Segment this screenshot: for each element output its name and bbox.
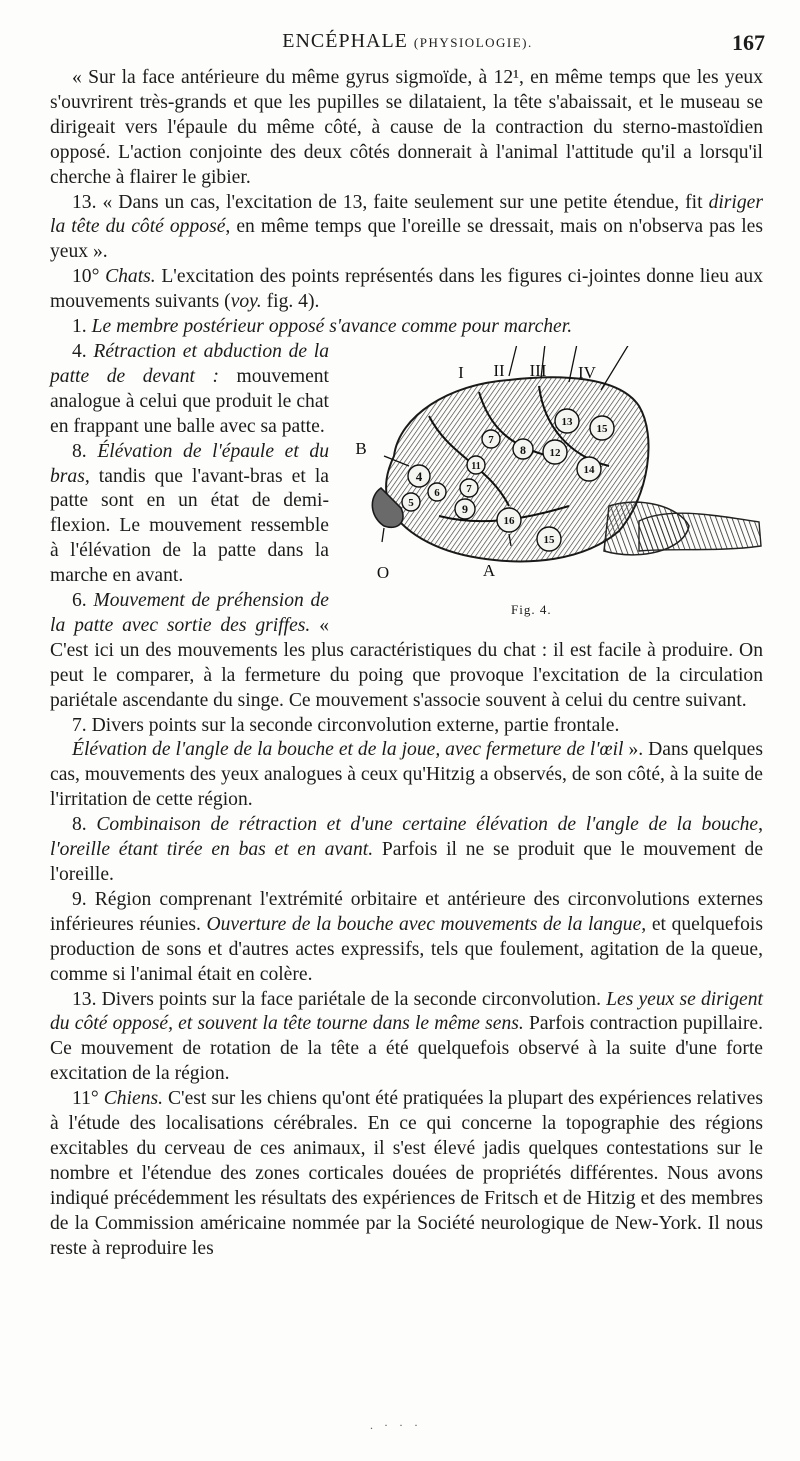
roman-label: III bbox=[529, 360, 547, 380]
brain-label: 9 bbox=[462, 501, 468, 516]
roman-label: II bbox=[493, 360, 505, 380]
running-title-sub: (PHYSIOLOGIE). bbox=[413, 35, 533, 50]
body-text bbox=[50, 66, 763, 1262]
letter-label: O bbox=[376, 562, 390, 582]
brain-figure bbox=[339, 346, 767, 624]
paragraph: Élévation de l'angle de la bouche et de la joue, avec fermeture de l'œil ». Dans quelques cas, mouvements des yeux analogues à ceux qu'Hitzig a observés, de son côté, à la suite de l'irritation de cette région. bbox=[50, 739, 763, 811]
brain-label: 16 bbox=[503, 514, 515, 527]
paragraph: 9. Région comprenant l'extrémité orbitaire et antérieure des circonvolutions externes inférieures réunies. Ouverture de la bouche avec mouvements de la langue, et quelquefois production de sons et d'autres actes expressifs, tels que foulement, agitation de la queue, comme si l'animal était en colère. bbox=[50, 888, 763, 985]
brain-label: 15 bbox=[596, 422, 608, 435]
bottom-marks: . · · · bbox=[370, 1418, 422, 1432]
brain-label: 8 bbox=[520, 442, 526, 457]
paragraph: 4. Rétraction et abduction de la patte de devant : mouvement analogue à celui que produit le chat en frappant une balle avec sa patte. bbox=[50, 340, 330, 437]
cat-brain-illustration bbox=[339, 346, 767, 596]
brain-label: 7 bbox=[488, 433, 494, 446]
brain-label: 13 bbox=[561, 415, 573, 428]
brain-label: 6 bbox=[434, 486, 440, 499]
brain-label: 14 bbox=[583, 463, 595, 476]
brain-label: 5 bbox=[408, 496, 414, 509]
paragraph: 1. Le membre postérieur opposé s'avance comme pour marcher. bbox=[72, 316, 573, 338]
roman-label: I bbox=[458, 362, 464, 382]
paragraph: 13. « Dans un cas, l'excitation de 13, faite seulement sur une petite étendue, fit diriger la tête du côté opposé, en même temps que l'oreille se dressait, mais on n'observa pas les yeux ». bbox=[50, 191, 764, 263]
paragraph: 7. Divers points sur la seconde circonvolution externe, partie frontale. bbox=[72, 714, 620, 736]
brain-label: 7 bbox=[466, 482, 472, 495]
letter-label: A bbox=[482, 560, 496, 580]
brain-label: 11 bbox=[471, 460, 481, 472]
brain-label: 4 bbox=[415, 468, 423, 484]
letter-label: B bbox=[355, 438, 367, 458]
brain-label: 15 bbox=[543, 533, 555, 546]
paragraph: 8. Élévation de l'épaule et du bras, tandis que l'avant-bras et la patte sont en un état de demi-flexion. Le mouvement ressemble à l'élévation de la patte dans la marche en avant. bbox=[50, 440, 329, 587]
page-number: 167 bbox=[732, 30, 765, 55]
figure-caption: Fig. 4. bbox=[511, 601, 552, 617]
paragraph: 10° Chats. L'excitation des points représentés dans les figures ci-jointes donne lieu aux mouvements suivants (voy. fig. 4). bbox=[50, 266, 764, 313]
brain-label: 12 bbox=[549, 446, 561, 459]
running-header bbox=[50, 30, 765, 56]
paragraph: 8. Combinaison de rétraction et d'une certaine élévation de l'angle de la bouche, l'oreille étant tirée en bas et en avant. Parfois il ne se produit que le mouvement de l'oreille. bbox=[50, 814, 764, 885]
paragraph: 6. Mouvement de préhension de la patte avec sortie des griffes. « C'est ici un des mouvements les plus caractéristiques du chat : il est facile à produire. On peut le comparer, à la fermeture du poing que provoque l'excitation de la circulation pariétale ascendante du singe. Ce mouvement s'associe souvent à celui du centre suivant. bbox=[50, 590, 763, 711]
paragraph: 13. Divers points sur la face pariétale de la seconde circonvolution. Les yeux se dirigent du côté opposé, et souvent la tête tourne dans le même sens. Parfois contraction pupillaire. Ce mouvement de rotation de la tête a été quelquefois observé à la suite d'une forte excitation de la région. bbox=[50, 988, 763, 1085]
paragraph: 11° Chiens. C'est sur les chiens qu'ont été pratiquées la plupart des expériences relatives à l'étude des localisations cérébrales. En ce qui concerne la topographie des régions excitables du cerveau de ces animaux, il s'est élevé jadis quelques contestations sur le nombre et l'étendue des zones corticales douées de propriétés différentes. Nous avons indiqué précédemment les résultats des expériences de Fritsch et de Hitzig et des membres de la Commission américaine nommée par la Société neurologique de New-York. Il nous reste à reproduire les bbox=[50, 1088, 763, 1259]
running-title bbox=[50, 30, 765, 53]
running-title-main: ENCÉPHALE bbox=[282, 30, 408, 52]
roman-label: IV bbox=[578, 362, 596, 382]
paragraph: « Sur la face antérieure du même gyrus sigmoïde, à 12¹, en même temps que les yeux s'ouvrirent très-grands et que les pupilles se dilataient, la tête s'abaissait, et le museau se dirigeait vers l'épaule du même côté, à cause de la contraction du sterno-mastoïdien opposé. L'action conjointe des deux côtés donnerait à l'animal l'attitude qu'il a lorsqu'il cherche à flairer le gibier. bbox=[50, 67, 763, 188]
